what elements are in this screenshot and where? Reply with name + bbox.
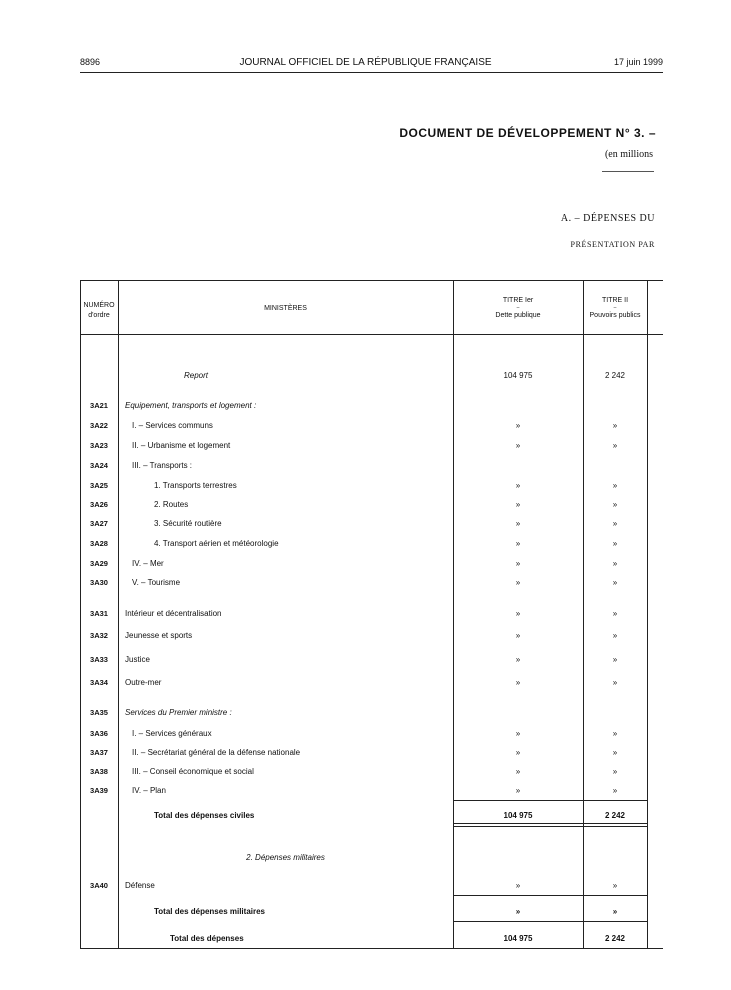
row-label: Intérieur et décentralisation	[125, 609, 449, 619]
row-code: 3A35	[90, 708, 108, 717]
row-titre1: »	[515, 609, 521, 618]
row-titre1: »	[515, 481, 521, 490]
row-label: 2. Routes	[154, 500, 449, 510]
titre2-right-rule	[647, 280, 648, 948]
row-code: 3A36	[90, 729, 108, 738]
code-column-rule	[118, 280, 119, 948]
row-titre2: »	[612, 786, 618, 795]
row-code: 3A26	[90, 500, 108, 509]
header-numero: NUMÉRO d'ordre	[83, 302, 115, 319]
row-titre2: »	[612, 500, 618, 509]
row-titre1: »	[515, 500, 521, 509]
row-label: II. – Secrétariat général de la défense nationale	[132, 748, 449, 758]
total-militaires-titre1: »	[515, 907, 521, 916]
header-titre2: TITRE II – Pouvoirs publics	[589, 297, 641, 319]
row-label: I. – Services communs	[132, 421, 449, 431]
row-titre1: »	[515, 539, 521, 548]
row-label: Equipement, transports et logement :	[125, 401, 257, 410]
row-code: 3A29	[90, 559, 108, 568]
row-titre2: »	[612, 559, 618, 568]
row-label: IV. – Mer	[132, 559, 449, 569]
row-code: 3A39	[90, 786, 108, 795]
row-code: 3A30	[90, 578, 108, 587]
row-titre1: »	[515, 767, 521, 776]
row-titre2: »	[612, 631, 618, 640]
row-label: V. – Tourisme	[132, 578, 449, 588]
row-titre1: »	[515, 655, 521, 664]
grand-total-titre1: 104 975	[503, 934, 533, 943]
row-titre1: »	[515, 421, 521, 430]
row-code: 3A21	[90, 401, 108, 410]
row-code: 3A25	[90, 481, 108, 490]
grand-total-titre2: 2 242	[604, 934, 626, 943]
row-label: II. – Urbanisme et logement	[132, 441, 449, 451]
row-label: IV. – Plan	[132, 786, 449, 796]
row-titre2: »	[612, 578, 618, 587]
row-code: 3A33	[90, 655, 108, 664]
military-total-top-rule	[453, 895, 647, 896]
presentation-heading: PRÉSENTATION PAR	[570, 240, 655, 249]
civil-total-bottom-rule	[453, 823, 647, 824]
row-code: 3A24	[90, 461, 108, 470]
row-label: Outre-mer	[125, 678, 449, 688]
row-label: Défense	[125, 881, 449, 891]
row-titre1: »	[515, 881, 521, 890]
row-code: 3A28	[90, 539, 108, 548]
section-military-heading: 2. Dépenses militaires	[246, 853, 325, 862]
total-militaires-titre2: »	[612, 907, 618, 916]
header-rule	[80, 72, 663, 73]
civil-total-top-rule	[453, 800, 647, 801]
journal-title: JOURNAL OFFICIEL DE LA RÉPUBLIQUE FRANÇAISE	[239, 57, 492, 68]
row-code: 3A31	[90, 609, 108, 618]
row-code: 3A22	[90, 421, 108, 430]
row-titre2: »	[612, 881, 618, 890]
total-civiles-titre2: 2 242	[604, 811, 626, 820]
row-label: 3. Sécurité routière	[154, 519, 449, 529]
expenditure-table	[80, 280, 663, 948]
row-label: I. – Services généraux	[132, 729, 449, 739]
row-label: 1. Transports terrestres	[154, 481, 449, 491]
civil-total-double-rule	[453, 826, 647, 827]
row-titre2: »	[612, 729, 618, 738]
row-titre1: »	[515, 678, 521, 687]
row-titre2: »	[612, 748, 618, 757]
row-label: Justice	[125, 655, 449, 665]
row-code: 3A37	[90, 748, 108, 757]
row-titre2: »	[612, 441, 618, 450]
page-number: 8896	[80, 57, 101, 67]
row-titre2: »	[612, 481, 618, 490]
row-code: 3A32	[90, 631, 108, 640]
row-titre2: »	[612, 539, 618, 548]
row-titre2: »	[612, 609, 618, 618]
section-heading: A. – DÉPENSES DU	[560, 213, 655, 224]
header-ministeres: MINISTÈRES	[264, 305, 307, 312]
issue-date: 17 juin 1999	[613, 57, 663, 67]
row-code: 3A27	[90, 519, 108, 528]
row-titre1: »	[515, 729, 521, 738]
row-code: 3A38	[90, 767, 108, 776]
row-label: III. – Transports :	[132, 461, 193, 470]
total-civiles-titre1: 104 975	[503, 811, 533, 820]
row-titre1: »	[515, 519, 521, 528]
report-titre2: 2 242	[604, 371, 626, 380]
row-titre1: »	[515, 441, 521, 450]
row-code: 3A23	[90, 441, 108, 450]
row-label: 4. Transport aérien et météorologie	[154, 539, 449, 549]
report-titre1: 104 975	[503, 371, 533, 380]
row-titre2: »	[612, 421, 618, 430]
header-titre1: TITRE Ier – Dette publique	[495, 297, 541, 319]
row-report: Report	[184, 371, 449, 381]
unit-rule	[602, 171, 654, 172]
unit-note: (en millions	[604, 149, 653, 160]
row-total-civiles: Total des dépenses civiles	[154, 811, 449, 821]
row-titre1: »	[515, 748, 521, 757]
row-label: Jeunesse et sports	[125, 631, 449, 641]
row-titre2: »	[612, 655, 618, 664]
document-title: DOCUMENT DE DÉVELOPPEMENT N° 3. –	[399, 126, 656, 140]
row-titre1: »	[515, 786, 521, 795]
row-code: 3A34	[90, 678, 108, 687]
header-bottom-rule	[80, 334, 663, 335]
row-label: Services du Premier ministre :	[125, 708, 232, 717]
row-titre1: »	[515, 559, 521, 568]
row-label: III. – Conseil économique et social	[132, 767, 449, 777]
row-code: 3A40	[90, 881, 108, 890]
row-titre2: »	[612, 767, 618, 776]
table-top-rule	[80, 280, 663, 281]
row-titre2: »	[612, 519, 618, 528]
row-titre1: »	[515, 631, 521, 640]
grand-total-top-rule	[453, 921, 647, 922]
row-titre2: »	[612, 678, 618, 687]
row-titre1: »	[515, 578, 521, 587]
table-bottom-rule	[80, 948, 663, 949]
row-total-militaires: Total des dépenses militaires	[154, 907, 449, 917]
row-grand-total: Total des dépenses	[170, 934, 449, 944]
